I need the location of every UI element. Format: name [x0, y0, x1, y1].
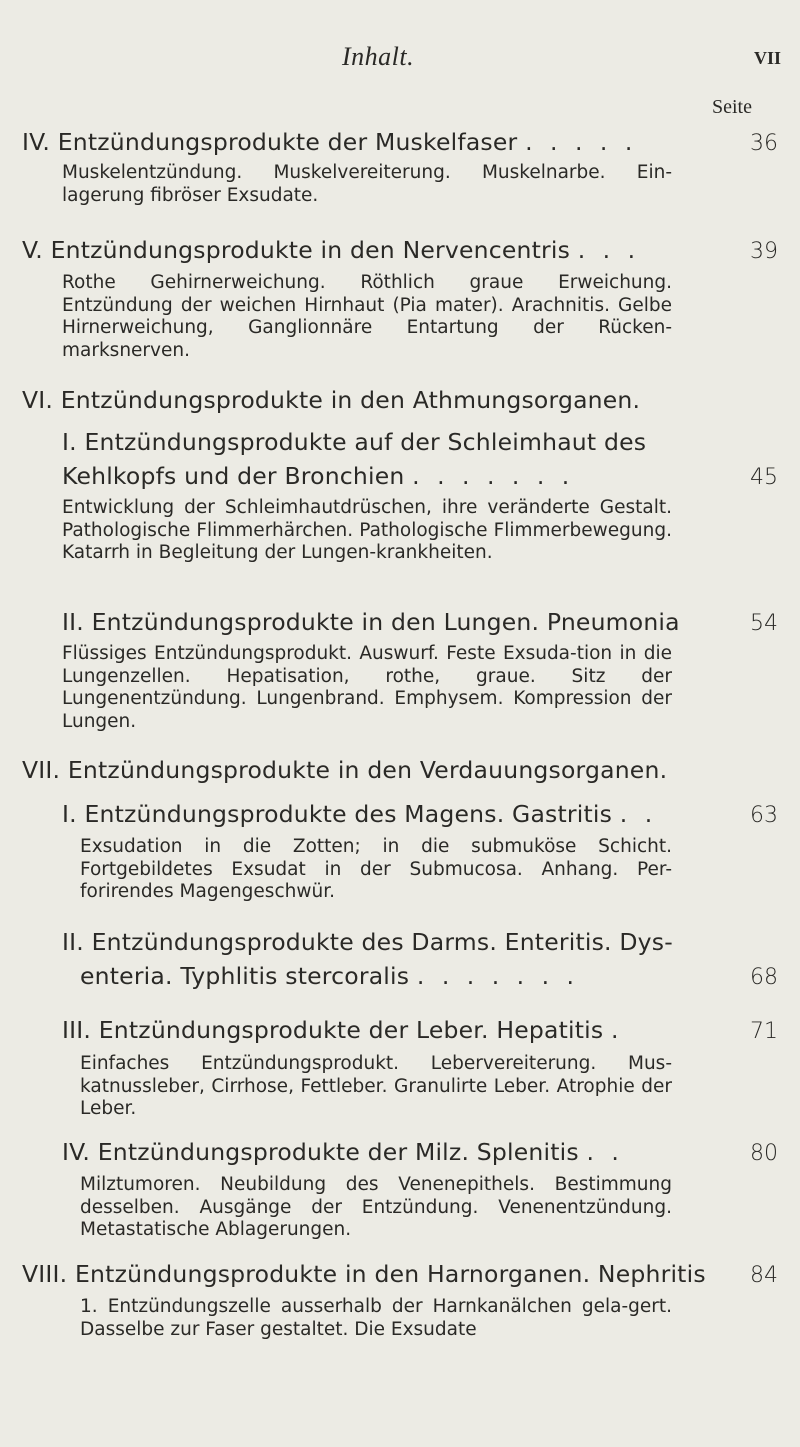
toc-page-number: 39 [750, 239, 778, 264]
toc-heading [62, 800, 657, 828]
toc-heading-line-2 [62, 462, 574, 490]
toc-heading-text: Kehlkopfs und der Bronchien [62, 462, 405, 490]
toc-heading-text: VIII. Entzündungsprodukte in den Harnorganen. Nephritis [22, 1260, 706, 1288]
toc-description: 1. Entzündungszelle ausserhalb der Harnkanälchen gela-gert. Dasselbe zur Faser gestaltet. Die Exsudate [80, 1296, 672, 1340]
toc-heading-text: V. Entzündungsprodukte in den Nervencentris [22, 236, 571, 264]
toc-heading-text: enteria. Typhlitis stercoralis [80, 962, 410, 990]
toc-heading-text: II. Entzündungsprodukte in den Lungen. Pneumonia [62, 608, 680, 636]
toc-page-number: 71 [750, 1019, 778, 1044]
toc-heading-text: I. Entzündungsprodukte auf der Schleimhaut des [62, 428, 647, 456]
toc-description: Milztumoren. Neubildung des Venenepithels. Bestimmung desselben. Ausgänge der Entzündung. Venenentzündung. Metastatische Ablagerungen. [80, 1174, 672, 1240]
running-header-page-number: VII [754, 48, 782, 68]
toc-heading-line-1 [62, 928, 687, 956]
toc-page-number: 63 [750, 803, 778, 828]
toc-heading-text: IV. Entzündungsprodukte der Milz. Splenitis [62, 1138, 579, 1166]
toc-leader-dots: . . . . . . . [412, 462, 575, 490]
toc-heading [62, 608, 680, 636]
toc-page-number: 45 [750, 465, 778, 490]
toc-leader-dots: . . . [577, 236, 641, 264]
toc-heading-text: II. Entzündungsprodukte des Darms. Enteritis. Dys- [62, 928, 673, 956]
toc-heading-text: VII. Entzündungsprodukte in den Verdauungsorganen. [22, 756, 668, 784]
toc-heading [22, 128, 637, 156]
seite-column-label: Seite [712, 96, 752, 118]
toc-description: Rothe Gehirnerweichung. Röthlich graue Erweichung. Entzündung der weichen Hirnhaut (Pia mater). Arachnitis. Gelbe Hirnerweichung, Ganglionnäre Entartung der Rücken-marksnerven. [62, 272, 672, 361]
toc-leader-dots: . . [586, 1138, 624, 1166]
toc-page-number: 36 [750, 131, 778, 156]
toc-description: Exsudation in die Zotten; in die submuköse Schicht. Fortgebildetes Exsudat in der Submucosa. Anhang. Per-forirendes Magengeschwür. [80, 836, 672, 902]
toc-description: Muskelentzündung. Muskelvereiterung. Muskelnarbe. Ein-lagerung fibröser Exsudate. [62, 162, 672, 206]
toc-heading-line-2 [80, 962, 579, 990]
toc-page-number: 84 [750, 1263, 778, 1288]
toc-page-number: 68 [750, 965, 778, 990]
toc-section-heading [22, 756, 667, 784]
toc-page-number: 80 [750, 1141, 778, 1166]
toc-leader-dots: . [611, 1016, 624, 1044]
toc-leader-dots: . . . . . [525, 128, 638, 156]
toc-heading [62, 1138, 624, 1166]
toc-heading-text: I. Entzündungsprodukte des Magens. Gastritis [62, 800, 613, 828]
toc-heading-text: III. Entzündungsprodukte der Leber. Hepatitis [62, 1016, 604, 1044]
running-header-title: Inhalt. [342, 42, 415, 71]
toc-description: Einfaches Entzündungsprodukt. Lebervereiterung. Mus-katnussleber, Cirrhose, Fettleber. Granulirte Leber. Atrophie der Leber. [80, 1053, 672, 1119]
toc-leader-dots: . . . . . . . [416, 962, 580, 990]
toc-heading-line-1 [62, 428, 687, 456]
toc-description: Entwicklung der Schleimhautdrüschen, ihre veränderte Gestalt. Pathologische Flimmerhärchen. Pathologische Flimmerbewegung. Katarrh in Begleitung der Lungen-krankheiten. [62, 497, 672, 563]
toc-description: Flüssiges Entzündungsprodukt. Auswurf. Feste Exsuda-tion in die Lungenzellen. Hepatisation, rothe, graue. Sitz der Lungenentzündung. Lungenbrand. Emphysem. Kompression der Lungen. [62, 643, 672, 732]
toc-heading [22, 1260, 706, 1288]
toc-heading-text: IV. Entzündungsprodukte der Muskelfaser [22, 128, 518, 156]
toc-heading [62, 1016, 623, 1044]
toc-leader-dots: . . [619, 800, 658, 828]
toc-heading [22, 236, 640, 264]
toc-section-heading [22, 386, 640, 414]
toc-page-number: 54 [750, 611, 778, 636]
toc-heading-text: VI. Entzündungsprodukte in den Athmungsorganen. [22, 386, 641, 414]
